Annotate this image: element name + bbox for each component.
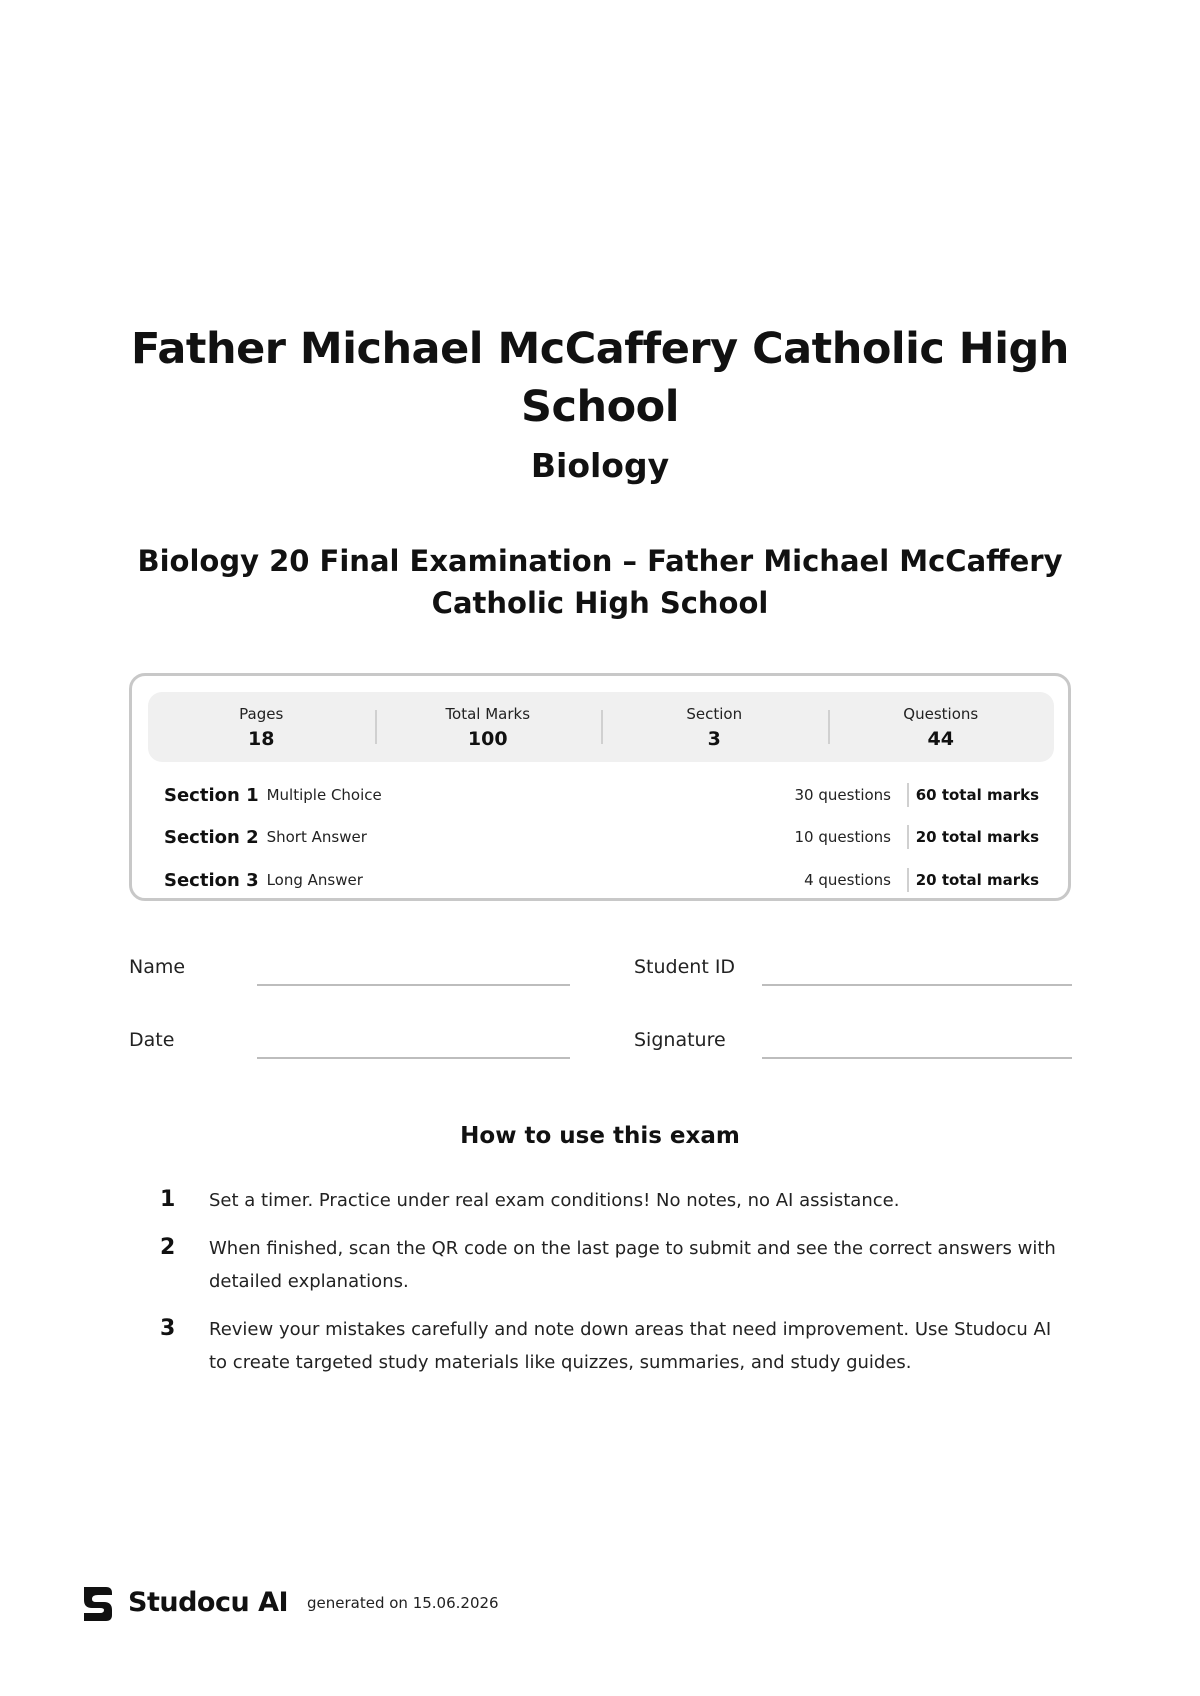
section-name: Section 1 — [164, 784, 259, 806]
stat-value: 18 — [248, 727, 275, 750]
date-label: Date — [129, 1029, 175, 1051]
section-type: Multiple Choice — [266, 786, 382, 804]
stat-label: Total Marks — [445, 704, 531, 723]
stat-sections — [601, 692, 828, 762]
name-field[interactable] — [257, 984, 570, 986]
section-marks: 20 total marks — [915, 871, 1039, 889]
stat-value: 3 — [707, 727, 721, 750]
section-marks: 20 total marks — [915, 828, 1039, 846]
exam-title: Biology 20 Final Examination – Father Michael McCaffery Catholic High School — [137, 544, 1063, 620]
step-text: When finished, scan the QR code on the last page to submit and see the correct answers with detailed explanations. — [209, 1238, 1056, 1292]
section-marks: 60 total marks — [915, 786, 1039, 804]
step-text: Review your mistakes carefully and note down areas that need improvement. Use Studocu AI to create targeted study materials like quizzes, summaries, and study guides. — [209, 1319, 1052, 1373]
exam-summary-box — [129, 673, 1071, 901]
stat-total-marks — [375, 692, 602, 762]
howto-title: How to use this exam — [460, 1123, 740, 1149]
signature-label: Signature — [634, 1029, 726, 1051]
section-row-2 — [164, 822, 1039, 852]
section-name: Section 2 — [164, 826, 259, 848]
section-questions: 4 questions — [804, 871, 891, 889]
school-name: Father Michael McCaffery Catholic High School — [131, 324, 1069, 432]
section-questions: 10 questions — [794, 828, 891, 846]
step-number: 1 — [160, 1187, 176, 1212]
section-questions: 30 questions — [794, 786, 891, 804]
step-text: Set a timer. Practice under real exam conditions! No notes, no AI assistance. — [209, 1190, 900, 1211]
section-type: Short Answer — [266, 828, 367, 846]
exam-stats-bar — [148, 692, 1054, 762]
section-name: Section 3 — [164, 869, 259, 891]
section-type: Long Answer — [266, 871, 363, 889]
stat-questions — [828, 692, 1055, 762]
brand-name: Studocu AI — [128, 1587, 289, 1618]
stat-pages — [148, 692, 375, 762]
step-number: 3 — [160, 1316, 176, 1341]
section-row-3 — [164, 865, 1039, 895]
stat-value: 44 — [927, 727, 954, 750]
name-label: Name — [129, 956, 186, 978]
date-field[interactable] — [257, 1057, 570, 1059]
student-id-label: Student ID — [634, 956, 736, 978]
stat-label: Questions — [903, 704, 979, 723]
section-row-1 — [164, 780, 1039, 810]
stat-value: 100 — [467, 727, 508, 750]
generated-date: generated on 15.06.2026 — [307, 1594, 499, 1612]
subject-title: Biology — [530, 446, 670, 485]
stat-label: Section — [686, 704, 743, 723]
studocu-logo-icon — [80, 1585, 114, 1623]
student-id-field[interactable] — [762, 984, 1072, 986]
step-number: 2 — [160, 1235, 176, 1260]
signature-field[interactable] — [762, 1057, 1072, 1059]
stat-label: Pages — [239, 704, 284, 723]
